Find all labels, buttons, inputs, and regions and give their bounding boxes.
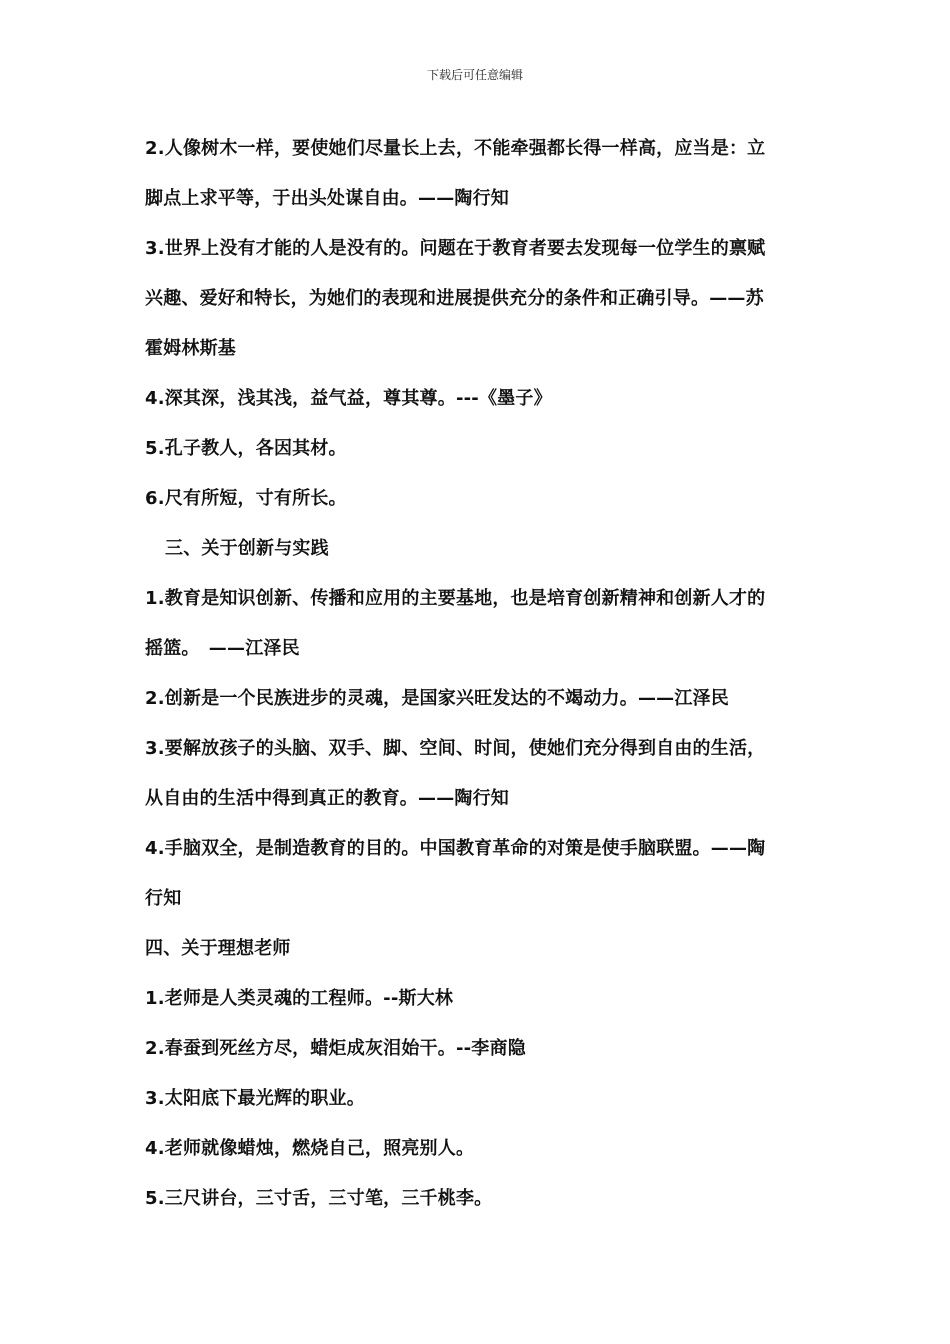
document-body [145,124,810,1224]
quote-line: 3.世界上没有才能的人是没有的。问题在于教育者要去发现每一位学生的禀赋 [145,238,766,259]
quote-line: 3.要解放孩子的头脑、双手、脚、空间、时间，使她们充分得到自由的生活， [145,738,766,759]
quote-line: 5.三尺讲台，三寸舌，三寸笔，三千桃李。 [145,1188,493,1209]
quote-line: 5.孔子教人，各因其材。 [145,438,347,459]
quote-line: 4.手脑双全，是制造教育的目的。中国教育革命的对策是使手脑联盟。——陶 [145,838,766,859]
quote-line: 1.老师是人类灵魂的工程师。--斯大林 [145,988,454,1009]
quote-line: 2.人像树木一样，要使她们尽量长上去，不能牵强都长得一样高，应当是：立 [145,138,766,159]
quote-line: 脚点上求平等，于出头处谋自由。——陶行知 [145,188,509,209]
section-heading: 四、关于理想老师 [145,938,291,959]
quote-line: 3.太阳底下最光辉的职业。 [145,1088,365,1109]
quote-line: 4.老师就像蜡烛，燃烧自己，照亮别人。 [145,1138,475,1159]
quote-line: 6.尺有所短，寸有所长。 [145,488,347,509]
quote-line: 1.教育是知识创新、传播和应用的主要基地，也是培育创新精神和创新人才的 [145,588,766,609]
quote-line: 霍姆林斯基 [145,338,236,359]
quote-line: 兴趣、爱好和特长，为她们的表现和进展提供充分的条件和正确引导。——苏 [145,288,764,309]
section-heading: 三、关于创新与实践 [165,538,329,559]
quote-line: 2.春蚕到死丝方尽，蜡炬成灰泪始干。--李商隐 [145,1038,526,1059]
page-header: 下载后可任意编辑 [426,68,523,82]
quote-line: 2.创新是一个民族进步的灵魂，是国家兴旺发达的不竭动力。——江泽民 [145,688,729,709]
quote-line: 行知 [145,888,182,909]
quote-line: 从自由的生活中得到真正的教育。——陶行知 [145,788,509,809]
quote-line: 摇篮。 ——江泽民 [145,638,300,659]
quote-line: 4.深其深，浅其浅，益气益，尊其尊。---《墨子》 [145,388,552,409]
